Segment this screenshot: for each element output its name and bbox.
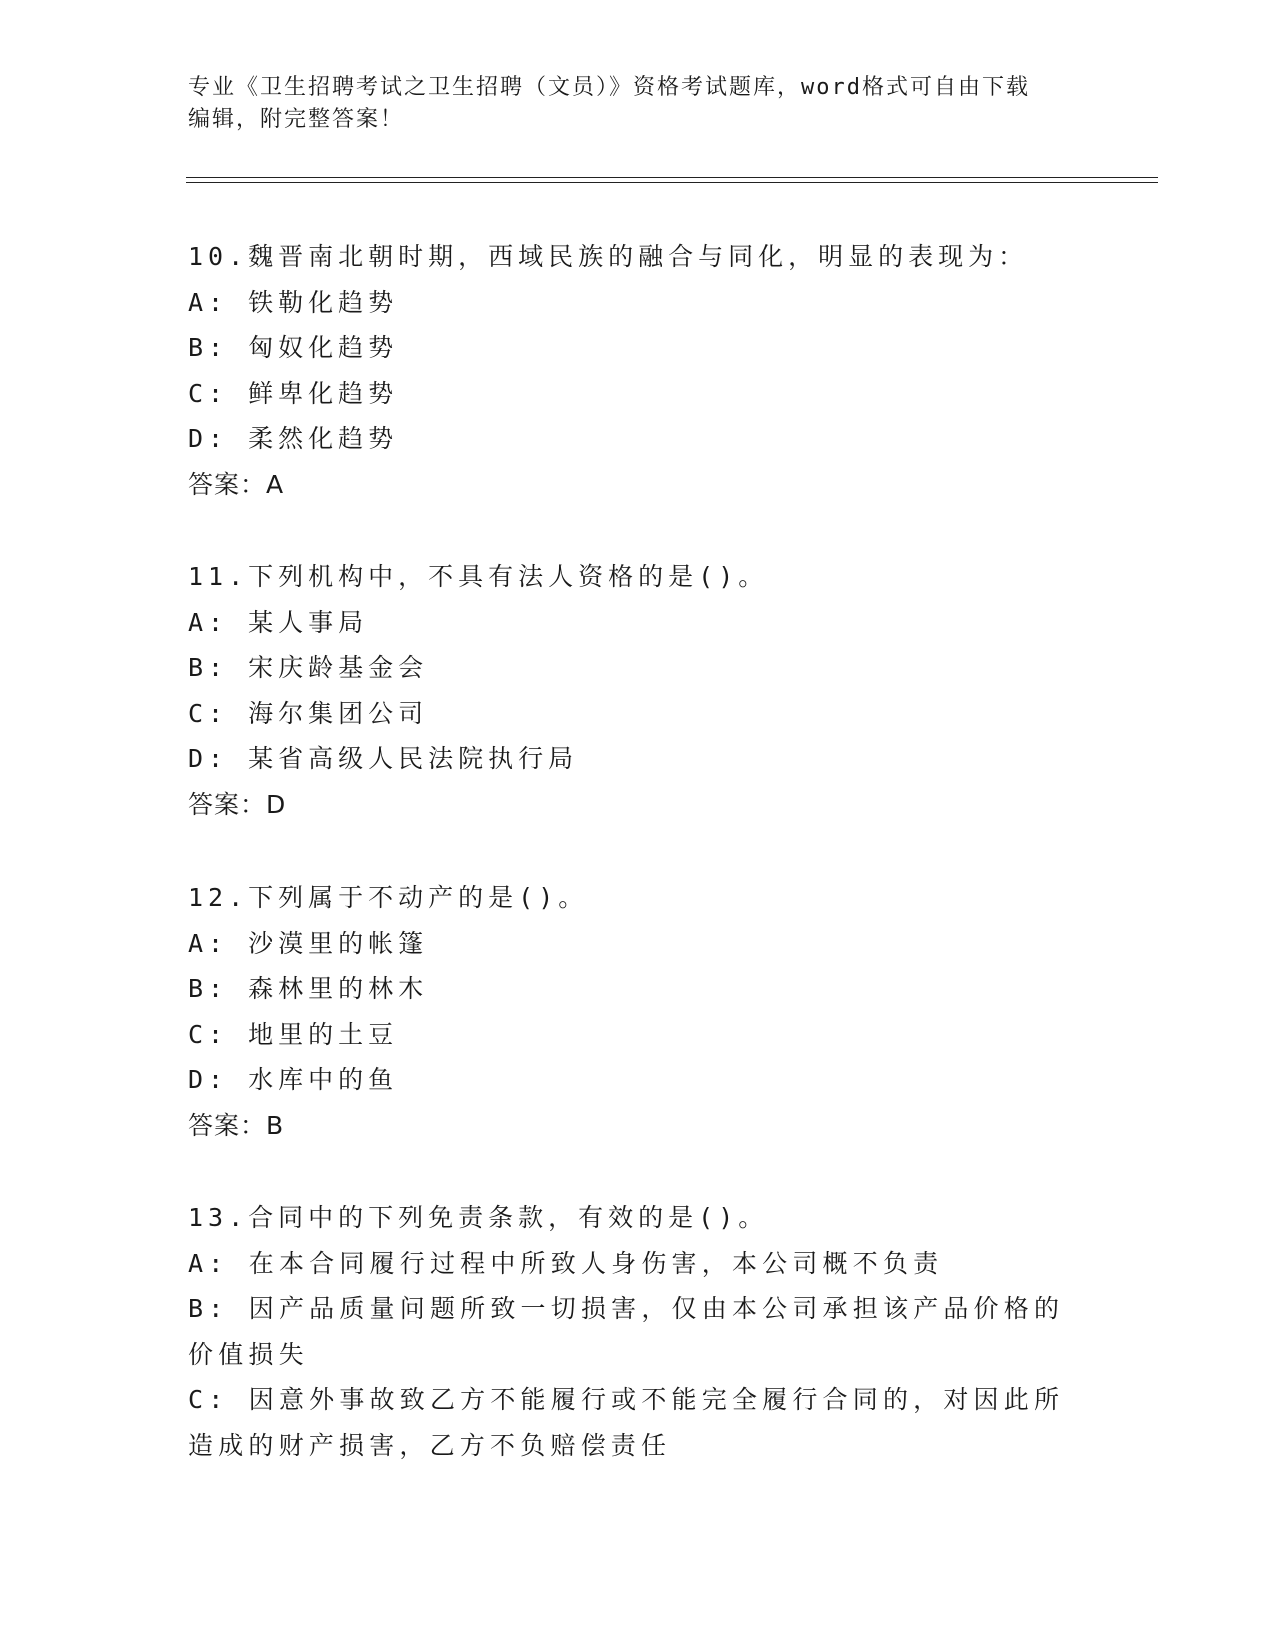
option-a: A: 沙漠里的帐篷 <box>188 928 429 958</box>
header-divider-top <box>186 177 1158 178</box>
question-stem: 10.魏晋南北朝时期，西域民族的融合与同化，明显的表现为： <box>188 242 1029 271</box>
option-b: B: 因产品质量问题所致一切损害，仅由本公司承担该产品价格的价值损失 <box>188 1294 1065 1369</box>
document-header <box>188 72 1088 136</box>
answer-line: 答案：A <box>188 469 285 499</box>
option-d: D: 柔然化趋势 <box>188 424 399 453</box>
option-a: A: 在本合同履行过程中所致人身伤害，本公司概不负责 <box>188 1248 944 1278</box>
option-c: C: 地里的土豆 <box>188 1019 399 1049</box>
answer-line: 答案：D <box>188 789 287 819</box>
question-stem: 12.下列属于不动产的是()。 <box>188 883 589 912</box>
option-c: C: 因意外事故致乙方不能履行或不能完全履行合同的，对因此所造成的财产损害，乙方不负赔偿责任 <box>188 1385 1065 1460</box>
option-b: B: 匈奴化趋势 <box>188 333 399 362</box>
question-12 <box>188 875 1088 1148</box>
option-c: C: 海尔集团公司 <box>188 698 429 728</box>
option-c: C: 鲜卑化趋势 <box>188 378 399 408</box>
option-b: B: 宋庆龄基金会 <box>188 653 429 682</box>
option-d: D: 水库中的鱼 <box>188 1065 399 1094</box>
option-b: B: 森林里的林木 <box>188 974 429 1003</box>
question-10 <box>188 234 1088 507</box>
question-stem: 11.下列机构中，不具有法人资格的是()。 <box>188 562 769 591</box>
question-stem: 13.合同中的下列免责条款，有效的是()。 <box>188 1203 769 1232</box>
option-a: A: 某人事局 <box>188 607 369 637</box>
answer-line: 答案：B <box>188 1110 285 1140</box>
header-line-1: 专业《卫生招聘考试之卫生招聘（文员）》资格考试题库，word格式可自由下载 <box>188 75 1030 100</box>
header-divider-bottom <box>186 182 1158 183</box>
option-a: A: 铁勒化趋势 <box>188 287 399 317</box>
question-11 <box>188 554 1088 827</box>
header-line-2: 编辑，附完整答案！ <box>188 107 405 132</box>
question-13 <box>188 1195 1088 1468</box>
option-d: D: 某省高级人民法院执行局 <box>188 744 579 773</box>
